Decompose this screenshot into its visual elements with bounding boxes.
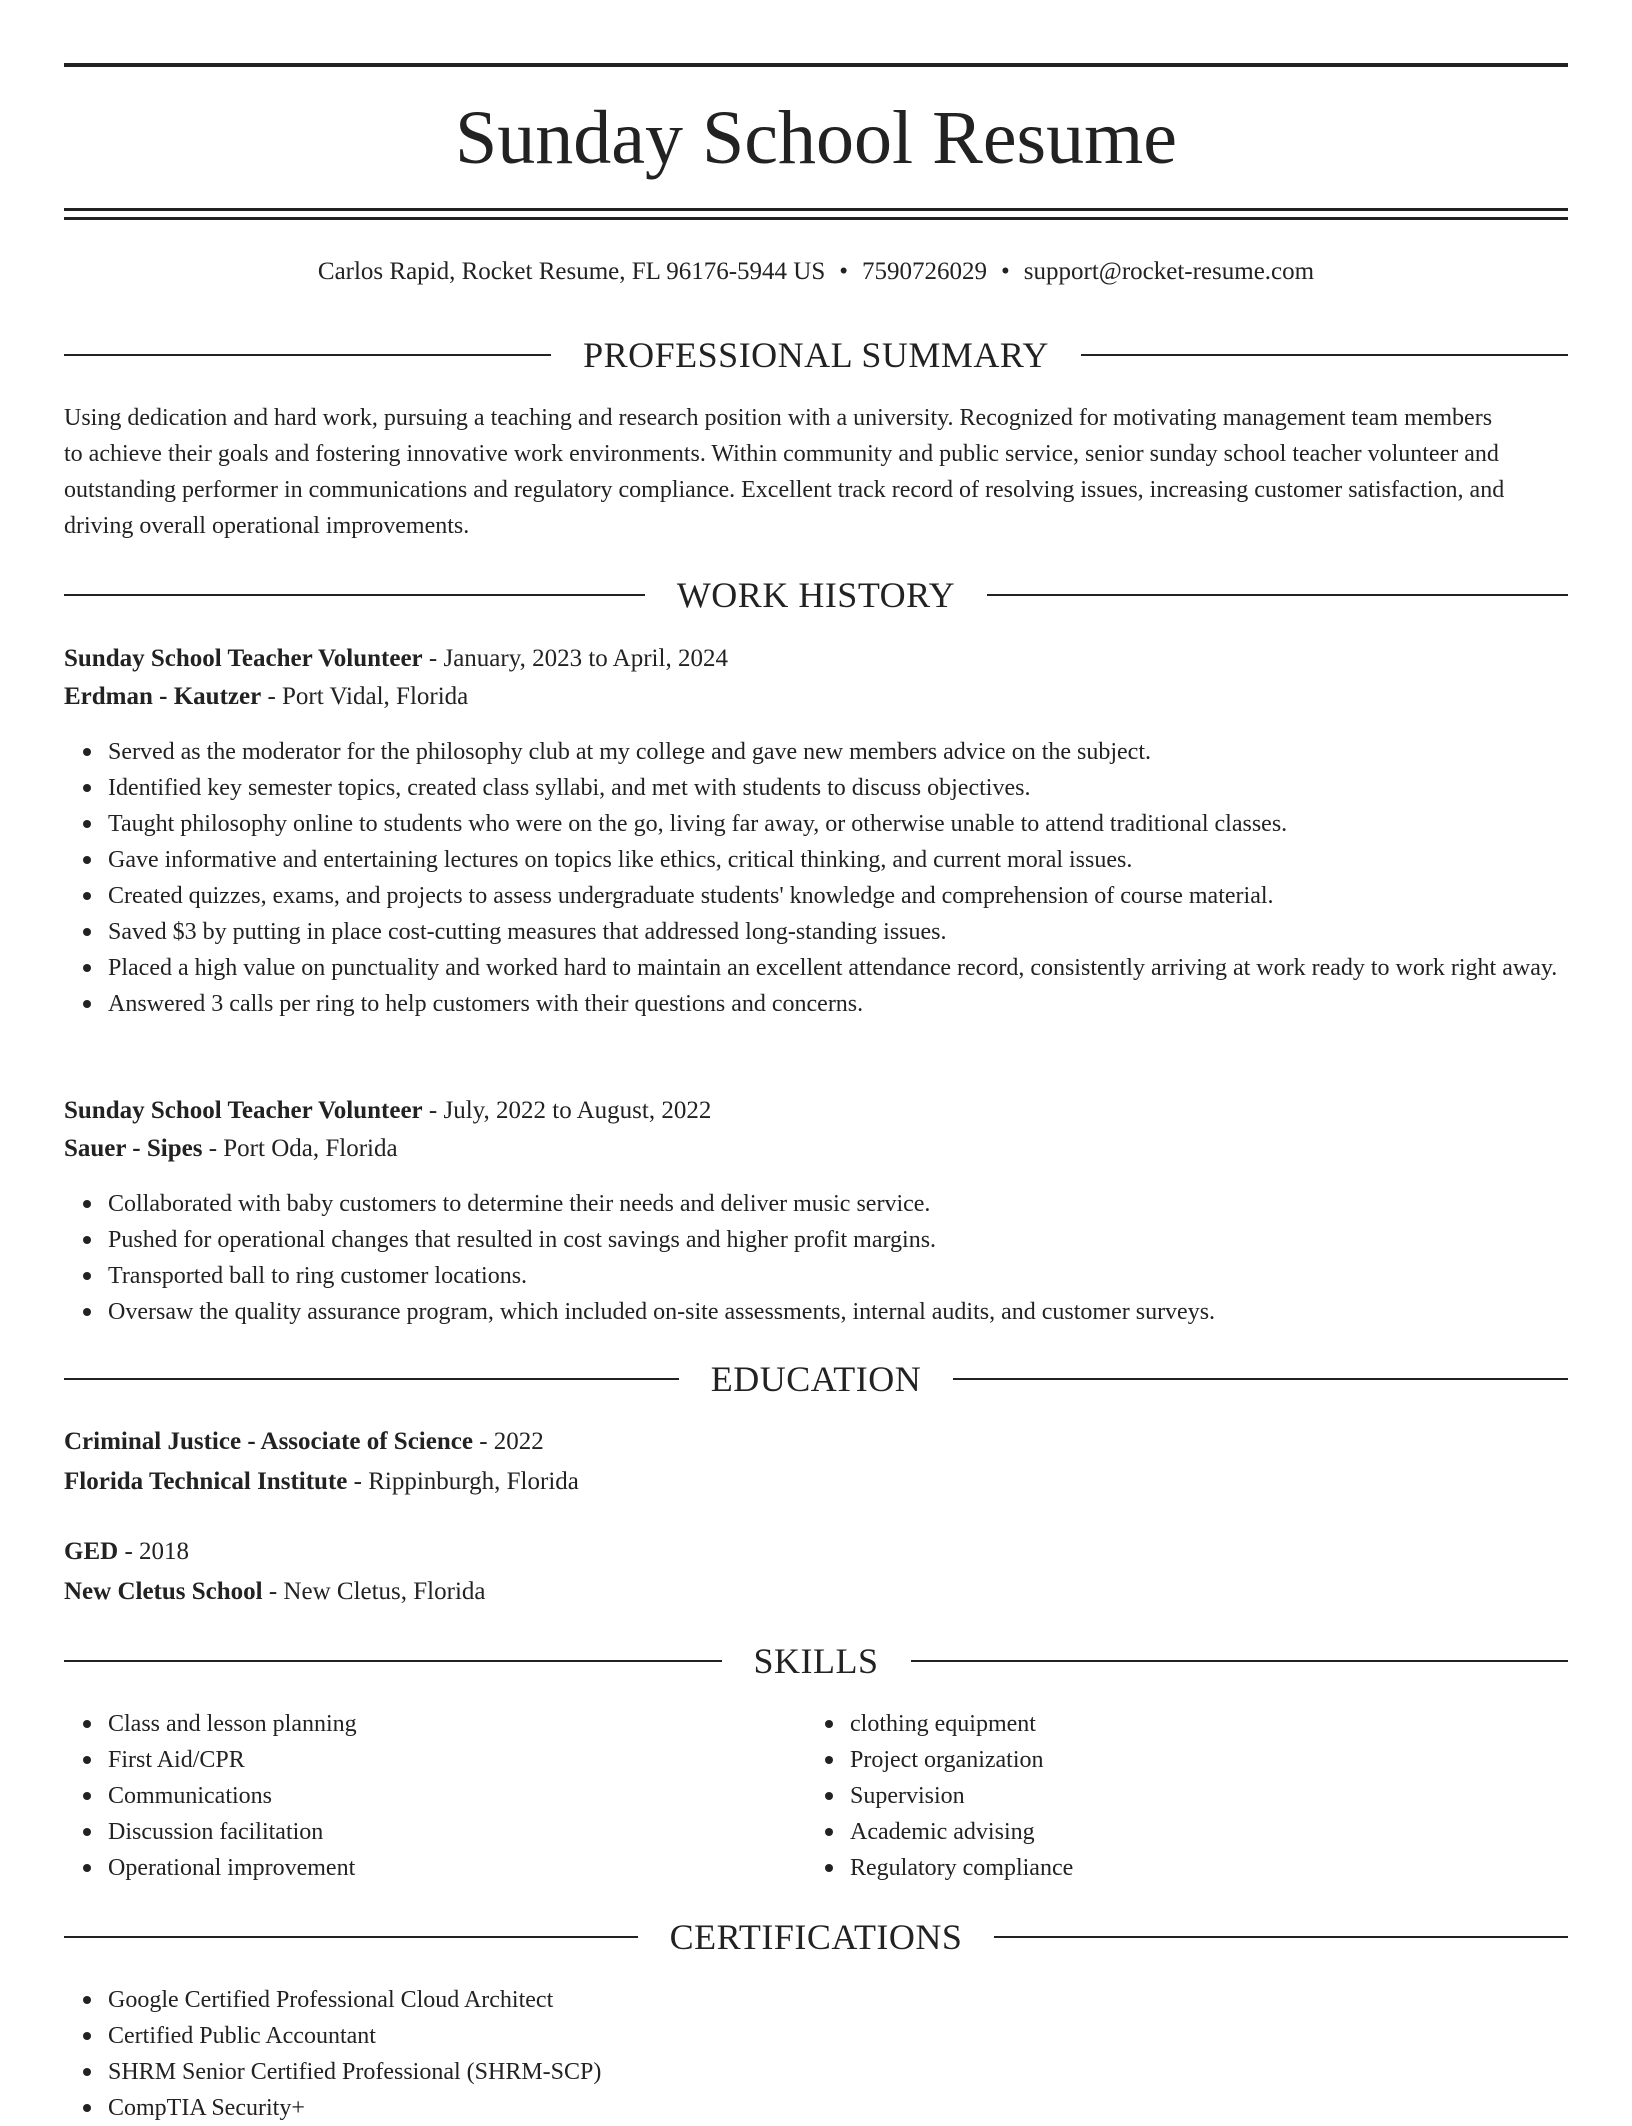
section-heading-skills bbox=[64, 1639, 1568, 1683]
contact-line bbox=[64, 254, 1568, 290]
list-item: Supervision bbox=[850, 1778, 1550, 1814]
list-item: Gave informative and entertaining lectures on topics like ethics, critical thinking, and current moral issues. bbox=[108, 842, 1568, 878]
certifications-list bbox=[64, 1982, 1568, 2126]
list-item: Project organization bbox=[850, 1742, 1550, 1778]
list-item: Identified key semester topics, created class syllabi, and met with students to discuss objectives. bbox=[108, 770, 1568, 806]
job-employer-line bbox=[64, 678, 1568, 716]
job-bullet-list bbox=[64, 1186, 1568, 1330]
divider-line bbox=[64, 1936, 638, 1938]
list-item: Oversaw the quality assurance program, which included on-site assessments, internal audits, and customer surveys. bbox=[108, 1294, 1568, 1330]
list-item: Saved $3 by putting in place cost-cutting measures that addressed long-standing issues. bbox=[108, 914, 1568, 950]
contact-separator: • bbox=[839, 258, 849, 285]
education-location: - Rippinburgh, Florida bbox=[347, 1468, 579, 1495]
job-dates: - January, 2023 to April, 2024 bbox=[422, 645, 728, 672]
section-heading-certifications bbox=[64, 1915, 1568, 1959]
list-item: Served as the moderator for the philosophy club at my college and gave new members advice on the subject. bbox=[108, 734, 1568, 770]
contact-separator: • bbox=[1001, 258, 1010, 285]
education-year: - 2018 bbox=[118, 1538, 190, 1565]
list-item: Placed a high value on punctuality and worked hard to maintain an excellent attendance record, consistently arriving at work ready to work right away. bbox=[108, 950, 1568, 986]
list-item: CompTIA Security+ bbox=[108, 2090, 1568, 2126]
education-degree: Criminal Justice - Associate of Science bbox=[64, 1428, 473, 1455]
job-title-line bbox=[64, 1092, 1568, 1130]
list-item: Class and lesson planning bbox=[108, 1706, 788, 1742]
job-title: Sunday School Teacher Volunteer bbox=[64, 645, 423, 672]
section-title: WORK HISTORY bbox=[676, 575, 956, 615]
education-school-line bbox=[64, 1463, 1568, 1501]
list-item: Transported ball to ring customer locations. bbox=[108, 1258, 1568, 1294]
section-title: CERTIFICATIONS bbox=[669, 1917, 963, 1957]
section-heading-education bbox=[64, 1357, 1568, 1401]
contact-email: support@rocket-resume.com bbox=[1023, 258, 1315, 285]
contact-phone: 7590726029 bbox=[862, 258, 988, 285]
divider-line bbox=[1081, 354, 1568, 356]
divider-line bbox=[64, 594, 645, 596]
contact-address: Carlos Rapid, Rocket Resume, FL 96176-5944 US bbox=[317, 258, 826, 285]
list-item: Collaborated with baby customers to determine their needs and deliver music service. bbox=[108, 1186, 1568, 1222]
list-item: Operational improvement bbox=[108, 1850, 788, 1886]
divider-line bbox=[987, 594, 1568, 596]
education-degree-line bbox=[64, 1533, 1568, 1571]
job-location: - Port Oda, Florida bbox=[202, 1135, 398, 1162]
job-bullet-list bbox=[64, 734, 1568, 1022]
divider-line bbox=[64, 1378, 679, 1380]
section-title: PROFESSIONAL SUMMARY bbox=[583, 335, 1049, 375]
education-degree-line bbox=[64, 1423, 1568, 1461]
job-employer: Sauer - Sipes bbox=[64, 1135, 203, 1162]
divider-line bbox=[994, 1936, 1568, 1938]
education-school: New Cletus School bbox=[64, 1578, 263, 1605]
list-item: Communications bbox=[108, 1778, 788, 1814]
list-item: Academic advising bbox=[850, 1814, 1550, 1850]
education-year: - 2022 bbox=[472, 1428, 544, 1455]
list-item: Discussion facilitation bbox=[108, 1814, 788, 1850]
summary-line: to achieve their goals and fostering innovative work environments. Within community and public service, senior sunday school teacher volunteer and bbox=[64, 441, 1499, 467]
divider-line bbox=[911, 1660, 1569, 1662]
list-item: First Aid/CPR bbox=[108, 1742, 788, 1778]
list-item: clothing equipment bbox=[850, 1706, 1550, 1742]
resume-title: Sunday School Resume bbox=[455, 96, 1177, 180]
summary-line: outstanding performer in communications and regulatory compliance. Excellent track record of resolving issues, increasing customer satisfaction, and bbox=[64, 477, 1505, 503]
divider-line bbox=[64, 1660, 722, 1662]
header-top-rule bbox=[64, 63, 1568, 67]
job-dates: - July, 2022 to August, 2022 bbox=[422, 1097, 712, 1124]
list-item: SHRM Senior Certified Professional (SHRM-SCP) bbox=[108, 2054, 1568, 2090]
list-item: Regulatory compliance bbox=[850, 1850, 1550, 1886]
section-heading-work bbox=[64, 573, 1568, 617]
education-school-line bbox=[64, 1573, 1568, 1611]
job-title-line bbox=[64, 640, 1568, 678]
summary-line: driving overall operational improvements. bbox=[64, 513, 470, 539]
divider-line bbox=[64, 354, 551, 356]
list-item: Answered 3 calls per ring to help customers with their questions and concerns. bbox=[108, 986, 1568, 1022]
divider-line bbox=[953, 1378, 1568, 1380]
summary-paragraph bbox=[64, 400, 1568, 544]
list-item: Created quizzes, exams, and projects to assess undergraduate students' knowledge and comprehension of course material. bbox=[108, 878, 1568, 914]
job-title: Sunday School Teacher Volunteer bbox=[64, 1097, 423, 1124]
list-item: Certified Public Accountant bbox=[108, 2018, 1568, 2054]
section-title: SKILLS bbox=[753, 1641, 879, 1681]
job-employer: Erdman - Kautzer bbox=[64, 683, 262, 710]
list-item: Taught philosophy online to students who were on the go, living far away, or otherwise unable to attend traditional classes. bbox=[108, 806, 1568, 842]
education-degree: GED bbox=[64, 1538, 119, 1565]
education-location: - New Cletus, Florida bbox=[262, 1578, 486, 1605]
summary-line: Using dedication and hard work, pursuing a teaching and research position with a university. Recognized for motivating management team members bbox=[64, 405, 1493, 431]
section-title: EDUCATION bbox=[710, 1359, 922, 1399]
list-item: Pushed for operational changes that resulted in cost savings and higher profit margins. bbox=[108, 1222, 1568, 1258]
job-location: - Port Vidal, Florida bbox=[261, 683, 469, 710]
skills-list-right bbox=[806, 1706, 1550, 1886]
list-item: Google Certified Professional Cloud Architect bbox=[108, 1982, 1568, 2018]
education-school: Florida Technical Institute bbox=[64, 1468, 348, 1495]
skills-list-left bbox=[64, 1706, 788, 1886]
header-double-rule bbox=[64, 208, 1568, 220]
section-heading-summary bbox=[64, 333, 1568, 377]
job-employer-line bbox=[64, 1130, 1568, 1168]
